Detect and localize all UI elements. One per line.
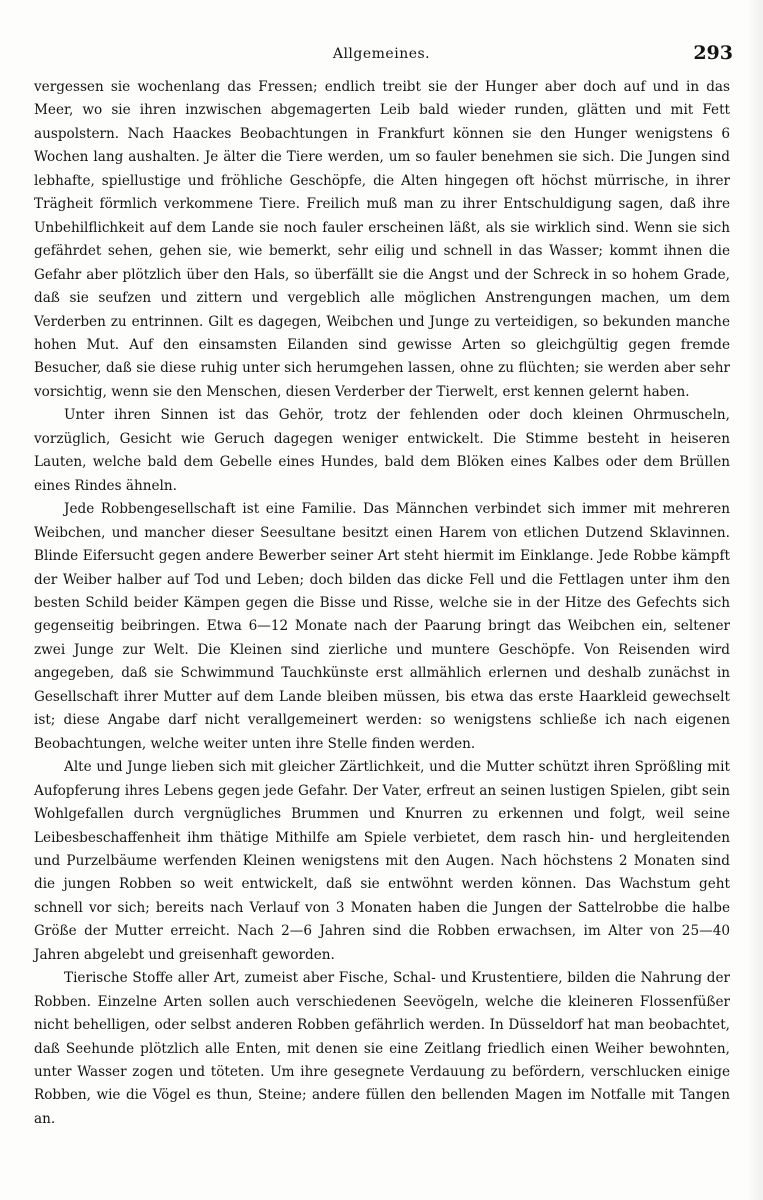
paragraph-family: Jede Robbengesellschaft ist eine Familie. Das Männchen verbindet sich immer mit mehreren Weibchen, und mancher dieser Seesultane besitzt einen Harem von etlichen Dutzend Sklavinnen. Blinde Eifersucht gegen andere Bewerber seiner Art steht hiermit im Einklange. Jede Robbe kämpft der Weiber halber auf Tod und Leben; doch bilden das dicke Fell und die Fettlagen unter ihm den besten Schild beider Kämpen gegen die Bisse und Risse, welche sie in der Hitze des Gefechts sich gegenseitig beibringen. Etwa 6—12 Monate nach der Paarung bringt das Weibchen ein, seltener zwei Junge zur Welt. Die Kleinen sind zierliche und muntere Geschöpfe. Von Reisenden wird angegeben, daß sie Schwimmund Tauchkünste erst allmählich erlernen und deshalb zunächst in Gesellschaft ihrer Mutter auf dem Lande bleiben müssen, bis etwa das erste Haarkleid gewechselt ist; diese Angabe darf nicht verallgemeinert werden: so wenigstens schließe ich nach eigenen Beobachtungen, welche weiter unten ihre Stelle finden werden. <box>34 501 730 752</box>
running-title: Allgemeines. <box>332 46 431 62</box>
body-text <box>34 76 730 1131</box>
paragraph-young: Alte und Junge lieben sich mit gleicher Zärtlichkeit, und die Mutter schützt ihren Sprößling mit Aufopferung ihres Lebens gegen jede Gefahr. Der Vater, erfreut an seinen lustigen Spielen, gibt sein Wohlgefallen durch vergnügliches Brummen und Knurren zu erkennen und folgt, weil seine Leibesbeschaffenheit ihm thätige Mithilfe am Spiele verbietet, dem rasch hin- und hergleitenden und Purzelbäume werfenden Kleinen wenigstens mit den Augen. Nach höchstens 2 Monaten sind die jungen Robben so weit entwickelt, daß sie entwöhnt werden können. Das Wachstum geht schnell vor sich; bereits nach Verlauf von 3 Monaten haben die Jungen der Sattelrobbe die halbe Größe der Mutter erreicht. Nach 2—6 Jahren sind die Robben erwachsen, im Alter von 25—40 Jahren abgelebt und greisenhaft geworden. <box>34 759 730 963</box>
page-header <box>0 42 763 70</box>
paragraph-senses: Unter ihren Sinnen ist das Gehör, trotz der fehlenden oder doch kleinen Ohrmuscheln, vorzüglich, Gesicht wie Geruch dagegen weniger entwickelt. Die Stimme besteht in heiseren Lauten, welche bald dem Gebelle eines Hundes, bald dem Blöken eines Kalbes oder dem Brüllen eines Rindes ähneln. <box>34 407 730 494</box>
paragraph-feeding: vergessen sie wochenlang das Fressen; endlich treibt sie der Hunger aber doch auf und in das Meer, wo sie ihren inzwischen abgemagerten Leib bald wieder runden, glätten und mit Fett auspolstern. Nach Haackes Beobachtungen in Frankfurt können sie den Hunger wenigstens 6 Wochen lang aushalten. Je älter die Tiere werden, um so fauler benehmen sie sich. Die Jungen sind lebhafte, spiellustige und fröhliche Geschöpfe, die Alten hingegen oft höchst mürrische, in ihrer Trägheit förmlich verkommene Tiere. Freilich muß man zu ihrer Entschuldigung sagen, daß ihre Unbehilflichkeit auf dem Lande sie noch fauler erscheinen läßt, als sie wirklich sind. Wenn sie sich gefährdet sehen, gehen sie, wie bemerkt, sehr eilig und schnell in das Wasser; kommt ihnen die Gefahr aber plötzlich über den Hals, so überfällt sie die Angst und der Schreck in so hohem Grade, daß sie seufzen und zittern und vergeblich alle möglichen Anstrengungen machen, um dem Verderben zu entrinnen. Gilt es dagegen, Weibchen und Junge zu verteidigen, so bekunden manche hohen Mut. Auf den einsamsten Eilanden sind gewisse Arten so gleichgültig gegen fremde Besucher, daß sie diese ruhig unter sich herumgehen lassen, ohne zu flüchten; sie werden aber sehr vorsichtig, wenn sie den Menschen, diesen Verderber der Tierwelt, erst kennen gelernt haben. <box>34 79 730 400</box>
page-edge-shadow <box>747 0 763 1200</box>
page-number: 293 <box>693 42 733 64</box>
paragraph-food: Tierische Stoffe aller Art, zumeist aber Fische, Schal- und Krustentiere, bilden die Nahrung der Robben. Einzelne Arten sollen auch verschiedenen Seevögeln, welche die kleineren Flossenfüßer nicht behelligen, oder selbst anderen Robben gefährlich werden. In Düsseldorf hat man beobachtet, daß Seehunde plötzlich alle Enten, mit denen sie eine Zeitlang friedlich einen Weiher bewohnten, unter Wasser zogen und töteten. Um ihre gesegnete Verdauung zu befördern, verschlucken einige Robben, wie die Vögel es thun, Steine; andere füllen den bellenden Magen im Notfalle mit Tangen an. <box>34 970 730 1127</box>
